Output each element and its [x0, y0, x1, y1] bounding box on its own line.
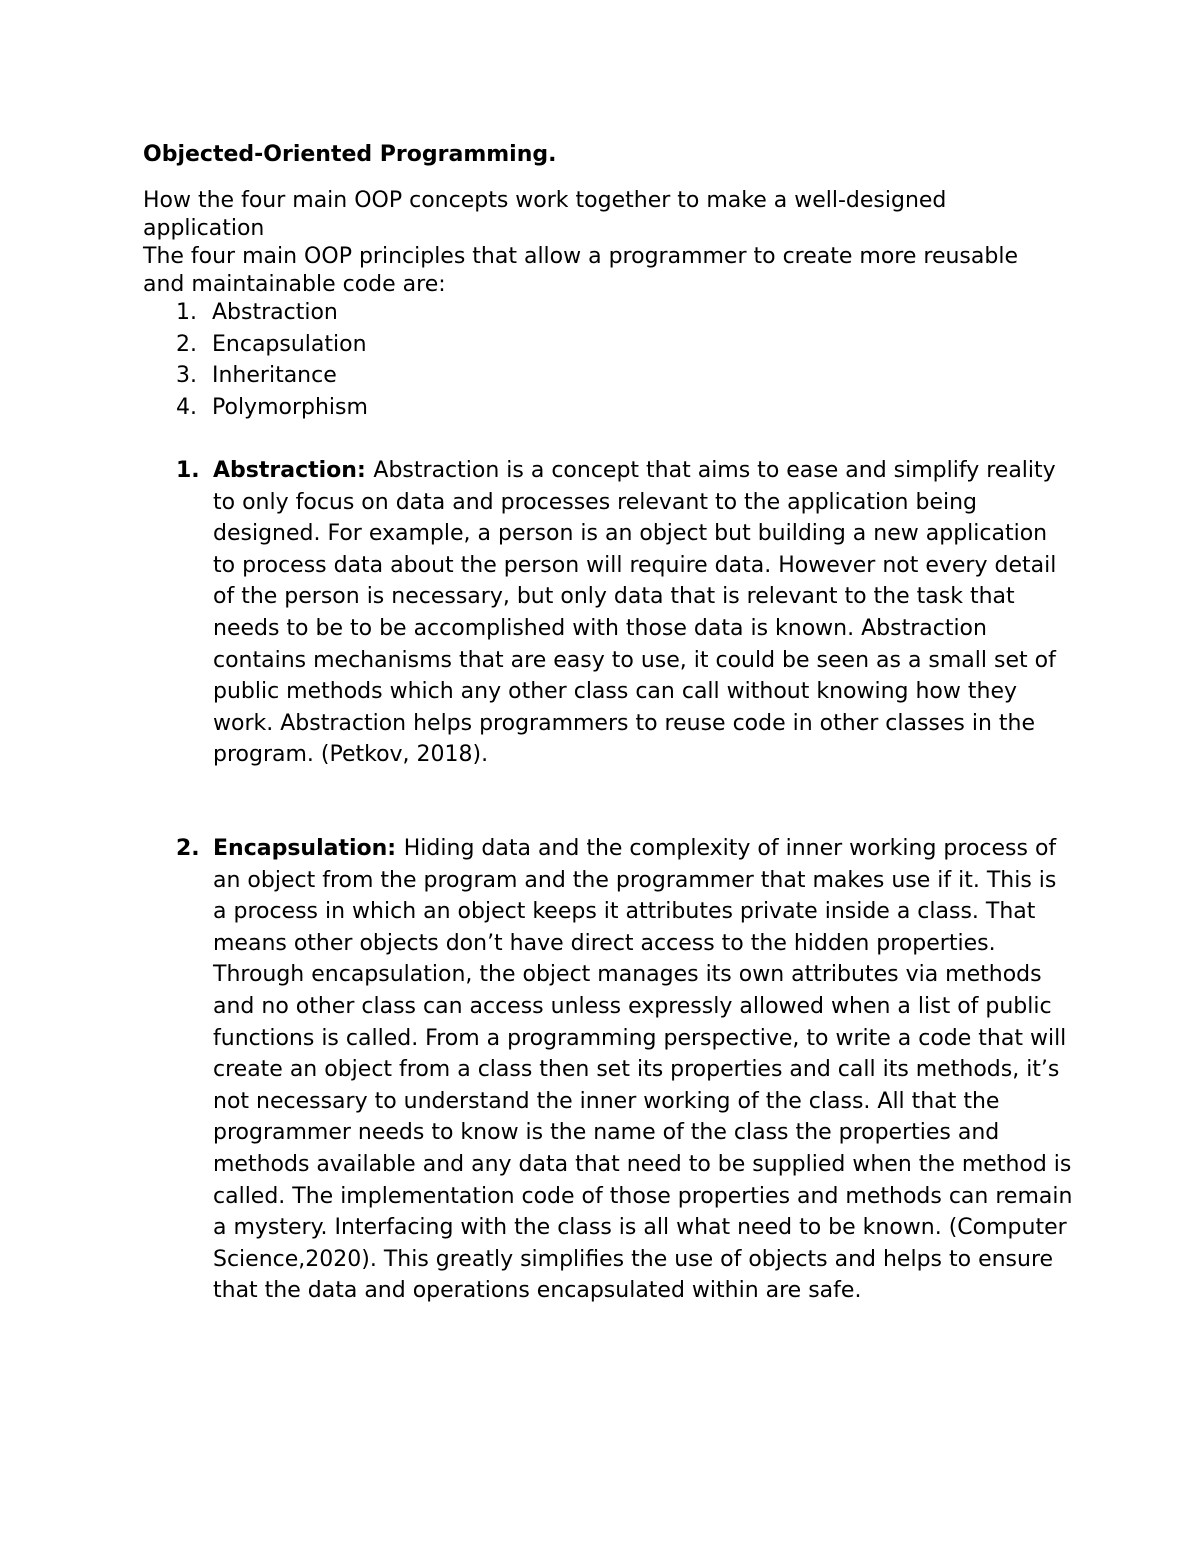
list-item — [176, 392, 368, 424]
intro-line-1: How the four main OOP concepts work together to make a well-designed application — [143, 188, 947, 241]
intro-line-2: The four main OOP principles that allow a programmer to create more reusable and maintainable code are: — [143, 244, 1018, 297]
section-text: Hiding data and the complexity of inner working process of an object from the program and the programmer that makes use if it. This is a process in which an object keeps it attributes private inside a class. That means other objects don’t have direct access to the hidden properties. Through encapsulation, the object manages its own attributes via methods and no other class can access unless expressly allowed when a list of public functions is called. From a programming perspective, to write a code that will create an object from a class then set its properties and call its methods, it’s not necessary to understand the inner working of the class. All that the programmer needs to know is the name of the class the properties and methods available and any data that need to be supplied when the method is called. The implementation code of those properties and methods can remain a mystery. Interfacing with the class is all what need to be known. (Computer Science,2020). This greatly simplifies the use of objects and helps to ensure that the data and operations encapsulated within are safe. — [213, 836, 1073, 1304]
list-item-label: Polymorphism — [212, 394, 368, 420]
list-item-label: Inheritance — [212, 363, 337, 388]
section-number: 1. — [176, 458, 200, 483]
section-term: Encapsulation: — [213, 836, 404, 861]
list-item — [176, 360, 368, 392]
list-item-number: 2. — [176, 331, 197, 357]
list-item-label: Abstraction — [212, 300, 338, 325]
document-title: Objected-Oriented Programming. — [143, 142, 557, 167]
concepts-list — [176, 297, 368, 423]
section-encapsulation — [176, 833, 1076, 1307]
intro-paragraph — [143, 187, 1063, 299]
section-text: Abstraction is a concept that aims to ease and simplify reality to only focus on data and processes relevant to the application being designed. For example, a person is an object but building a new application to process data about the person will require data. However not every detail of the person is necessary, but only data that is relevant to the task that needs to be to be accomplished with those data is known. Abstraction contains mechanisms that are easy to use, it could be seen as a small set of public methods which any other class can call without knowing how they work. Abstraction helps programmers to reuse code in other classes in the program. (Petkov, 2018). — [213, 458, 1057, 768]
list-item — [176, 297, 368, 329]
list-item-label: Encapsulation — [212, 331, 367, 357]
section-body — [213, 833, 1076, 1307]
list-item — [176, 329, 368, 361]
section-abstraction — [176, 455, 1076, 771]
section-body — [213, 455, 1076, 771]
section-number: 2. — [176, 836, 200, 861]
list-item-number: 1. — [176, 300, 197, 325]
list-item-number: 4. — [176, 394, 197, 420]
list-item-number: 3. — [176, 363, 197, 388]
section-term: Abstraction: — [213, 458, 374, 483]
